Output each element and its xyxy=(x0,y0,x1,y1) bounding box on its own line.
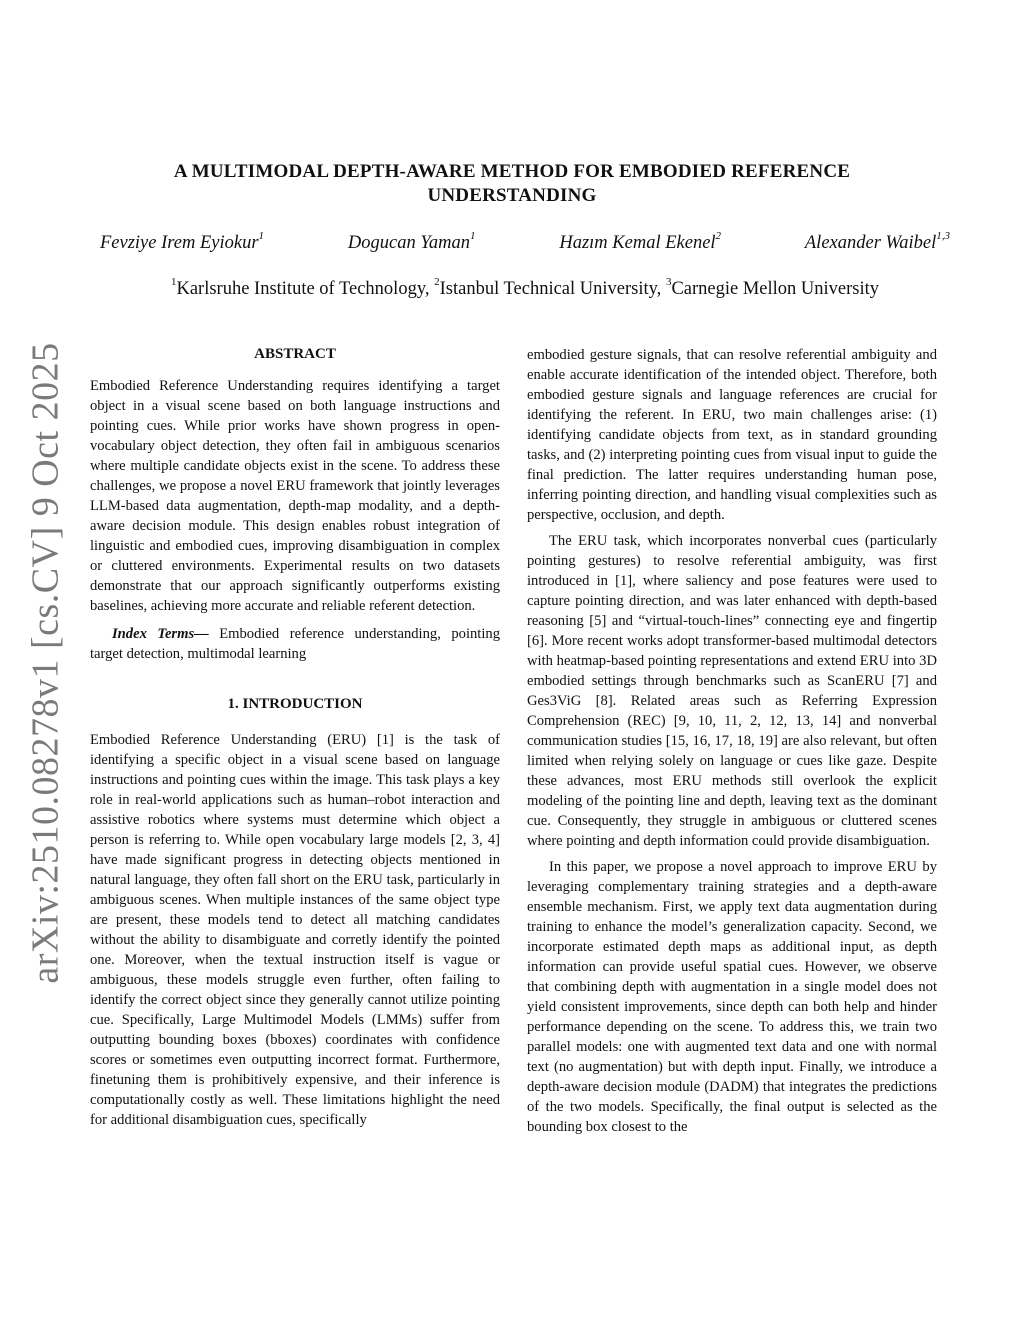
author-1 xyxy=(100,232,264,254)
abstract-text: Embodied Reference Understanding requires identifying a target object in a visual scene based on both language instructions and pointing cues. While prior works have shown progress in open-vocabulary object detection, they often fail in ambiguous scenarios where multiple candidate objects exist in the scene. To address these challenges, we propose a novel ERU framework that jointly leverages LLM-based data augmentation, depth-map modality, and a depth-aware decision module. This design enables robust integration of linguistic and embodied cues, improving disambiguation in complex or cluttered environments. Experimental results on two datasets demonstrate that our approach significantly outperforms existing baselines, achieving more accurate and reliable referent detection. xyxy=(90,378,500,614)
introduction-paragraph-1-continued: embodied gesture signals, that can resolve referential ambiguity and enable accurate identification of the intended object. Therefore, both embodied gesture signals and language references are crucial for identifying the referent. In ERU, two main challenges arise: (1) identifying candidate objects from text, as in standard grounding tasks, and (2) interpreting pointing cues from visual input to guide the final prediction. The latter requires understanding human pose, inferring pointing direction, and handling visual complexities such as perspective, occlusion, and depth. xyxy=(527,347,937,523)
paper-title-line-2: UNDERSTANDING xyxy=(427,185,597,206)
affiliation-name: Istanbul Technical University, xyxy=(439,279,662,300)
abstract-heading: ABSTRACT xyxy=(254,346,336,362)
author-affiliation-mark: 1 xyxy=(470,230,476,242)
author-name: Hazım Kemal Ekenel xyxy=(559,233,716,254)
paper-title-line-1: A MULTIMODAL DEPTH-AWARE METHOD FOR EMBODIED REFERENCE xyxy=(173,161,851,182)
author-list xyxy=(100,232,950,254)
author-name: Dogucan Yaman xyxy=(347,233,471,254)
author-2 xyxy=(348,232,476,254)
introduction-heading: 1. INTRODUCTION xyxy=(227,696,363,712)
author-name: Fevziye Irem Eyiokur xyxy=(100,233,259,254)
introduction-paragraph-2: The ERU task, which incorporates nonverbal cues (particularly pointing gestures) to resolve referential ambiguity, was first introduced in [1], where saliency and pose features were used to capture pointing direction, and was later enhanced with depth-based reasoning [5] and “virtual-touch-lines” connecting eye and fingertip [6]. More recent works adopt transformer-based multimodal detectors with heatmap-based pointing representations and extend ERU into 3D embodied settings through benchmarks such as ScanERU [7] and Ges3ViG [8]. Related areas such as Referring Expression Comprehension (REC) [9, 10, 11, 2, 12, 13, 14] and nonverbal communication studies [15, 16, 17, 18, 19] are also relevant, but often limited when relying solely on language or cues like gaze. Despite these advances, most ERU methods still overlook the explicit modeling of the pointing line and depth, leaving text as the dominant cue. Consequently, they struggle in ambiguous or cluttered scenes where pointing and depth information could provide disambiguation. xyxy=(527,533,937,849)
author-name: Alexander Waibel xyxy=(804,233,937,254)
author-affiliation-mark: 1 xyxy=(258,230,265,242)
introduction-paragraph-3: In this paper, we propose a novel approach to improve ERU by leveraging complementary training strategies and a depth-aware ensemble mechanism. First, we apply text data augmentation during training to enhance the model’s generalization capacity. Second, we incorporate estimated depth maps as additional input, as depth information can provide useful spatial cues. However, we observe that combining depth with augmentation in a single model does not yield consistent improvements, since depth can both help and hinder performance depending on the scene. To address this, we train two parallel models: one with augmented text data and one with normal text (no augmentation) but with depth input. Finally, we introduce a depth-aware decision module (DADM) that integrates the predictions of the two models. Specifically, the final output is selected as the bounding box closest to the xyxy=(527,859,937,1135)
affiliation-name: Carnegie Mellon University xyxy=(671,279,880,300)
index-terms-text: Embodied reference understanding, pointing target detection, multimodal learning xyxy=(90,626,500,662)
affiliation-mark: 3 xyxy=(665,276,672,288)
author-4 xyxy=(805,232,950,254)
affiliation-name: Karlsruhe Institute of Technology, xyxy=(176,279,430,300)
right-column xyxy=(527,345,937,1137)
author-3 xyxy=(559,232,721,254)
left-column xyxy=(90,344,500,1130)
author-affiliation-mark: 1,3 xyxy=(936,230,950,242)
affiliation-list xyxy=(100,278,950,300)
affiliation-mark: 1 xyxy=(170,276,177,288)
arxiv-identifier-stamp xyxy=(22,342,70,984)
index-terms-label: Index Terms— xyxy=(112,626,209,642)
arxiv-id-text: arXiv:2510.08278v1 [cs.CV] 9 Oct 2025 xyxy=(25,342,68,984)
index-terms xyxy=(90,624,500,664)
affiliation-mark: 2 xyxy=(434,276,440,288)
introduction-paragraph-1: Embodied Reference Understanding (ERU) [1] is the task of identifying a specific object in a visual scene based on language instructions and pointing cues within the image. This task plays a key role in real-world applications such as human–robot interaction and assistive robotics where systems must determine which object a person is referring to. While open vocabulary large models [2, 3, 4] have made significant progress in detecting objects mentioned in natural language, they often fall short on the ERU task, particularly in ambiguous scenes. When multiple instances of the same object type are present, these models tend to detect all matching candidates without the ability to disambiguate and corretly identify the pointed one. Moreover, when the textual instruction itself is vague or ambiguous, these models struggle even further, often failing to identify the correct object since they generally cannot utilize pointing cue. Specifically, Large Multimodel Models (LMMs) suffer from outputting bounding boxes (bboxes) coordinates with confidence scores or sometimes even outputting incorrect format. Furthermore, finetuning them is prohibitively expensive, and their inference is computationally costly as well. These limitations highlight the need for additional disambiguation cues, specifically xyxy=(90,732,500,1128)
paper-title xyxy=(120,160,904,208)
author-affiliation-mark: 2 xyxy=(715,230,722,242)
